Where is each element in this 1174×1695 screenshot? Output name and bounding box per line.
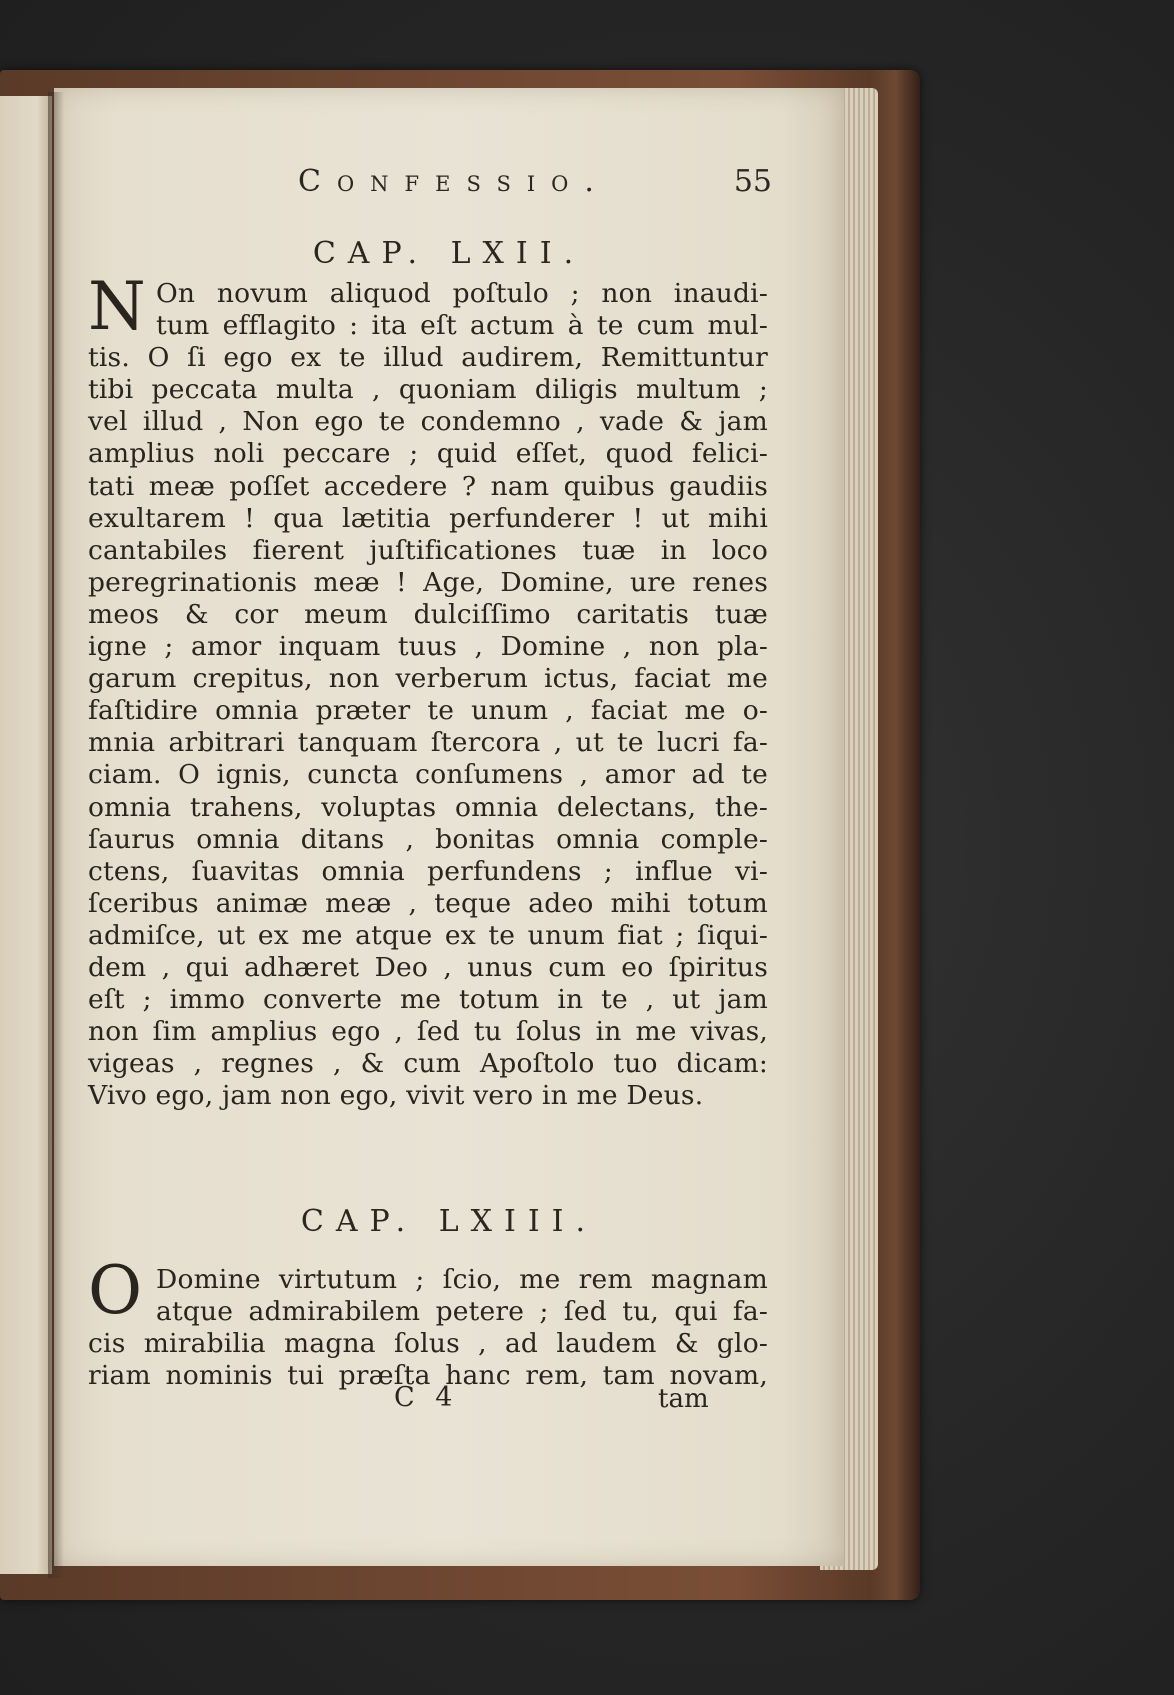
text-line: meos & cor meum dulciſſimo caritatis tuæ bbox=[88, 598, 768, 630]
text-line: mnia arbitrari tanquam ſtercora , ut te lucri fa- bbox=[88, 727, 768, 759]
text-line: riam nominis tui præſta hanc rem, tam novam, bbox=[88, 1360, 768, 1392]
text-line: dem , qui adhæret Deo , unus cum eo ſpiritus bbox=[88, 951, 768, 983]
text-line: ctens, ſuavitas omnia perfundens ; influe vi- bbox=[88, 855, 768, 887]
text-line: igne ; amor inquam tuus , Domine , non pla- bbox=[88, 631, 768, 663]
text-line: atque admirabilem petere ; ſed tu, qui fa- bbox=[156, 1296, 768, 1328]
text-line: cis mirabilia magna ſolus , ad laudem & glo- bbox=[88, 1328, 768, 1360]
text-line: tibi peccata multa , quoniam diligis multum ; bbox=[88, 374, 768, 406]
text-line: Domine virtutum ; ſcio, me rem magnam bbox=[156, 1264, 768, 1295]
gutter-shadow bbox=[48, 92, 64, 1578]
text-line: ſceribus animæ meæ , teque adeo mihi totum bbox=[88, 887, 768, 919]
text-line: Vivo ego, jam non ego, vivit vero in me Deus. bbox=[88, 1080, 704, 1112]
text-line: cantabiles fierent juſtificationes tuæ in loco bbox=[88, 534, 768, 566]
left-page-edge bbox=[0, 96, 52, 1574]
text-line: faſtidire omnia præter te unum , faciat me o- bbox=[88, 695, 768, 727]
chapter-heading: CAP. LXII. bbox=[312, 236, 586, 271]
book-page bbox=[54, 88, 844, 1566]
text-line: eſt ; immo converte me totum in te , ut jam bbox=[88, 984, 768, 1016]
running-head bbox=[244, 164, 804, 204]
text-line: vel illud , Non ego te condemno , vade & jam bbox=[88, 406, 768, 438]
text-line: amplius noli peccare ; quid eſſet, quod felici- bbox=[88, 438, 768, 470]
catchword: tam bbox=[658, 1384, 709, 1414]
drop-cap: O bbox=[88, 1252, 143, 1329]
text-line: non ſim amplius ego , ſed tu ſolus in me vivas, bbox=[88, 1016, 768, 1048]
text-line: omnia trahens, voluptas omnia delectans, the- bbox=[88, 791, 768, 823]
page-number: 55 bbox=[733, 164, 772, 199]
running-title: Confessio. bbox=[298, 164, 610, 199]
signature-mark: C 4 bbox=[394, 1382, 459, 1413]
text-line: ciam. O ignis, cuncta conſumens , amor ad te bbox=[88, 759, 768, 791]
text-line: peregrinationis meæ ! Age, Domine, ure renes bbox=[88, 566, 768, 598]
text-line: tis. O ſi ego ex te illud audirem, Remittuntur bbox=[88, 342, 768, 374]
text-line: ſaurus omnia ditans , bonitas omnia comple- bbox=[88, 823, 768, 855]
chapter-text bbox=[88, 1252, 768, 1392]
text-line: On novum aliquod poſtulo ; non inaudi- bbox=[156, 278, 768, 309]
drop-cap: N bbox=[88, 268, 146, 345]
chapter-text bbox=[88, 268, 768, 1112]
text-line: tati meæ poſſet accedere ? nam quibus gaudiis bbox=[88, 470, 768, 502]
text-line: garum crepitus, non verberum ictus, faciat me bbox=[88, 663, 768, 695]
text-line: exultarem ! qua lætitia perfunderer ! ut mihi bbox=[88, 502, 768, 534]
text-line: tum efflagito : ita eſt actum à te cum mul- bbox=[156, 310, 768, 342]
text-line: admiſce, ut ex me atque ex te unum fiat ; ſiqui- bbox=[88, 919, 768, 951]
chapter-heading: CAP. LXIII. bbox=[300, 1204, 598, 1239]
text-line: vigeas , regnes , & cum Apoſtolo tuo dicam: bbox=[88, 1048, 768, 1080]
